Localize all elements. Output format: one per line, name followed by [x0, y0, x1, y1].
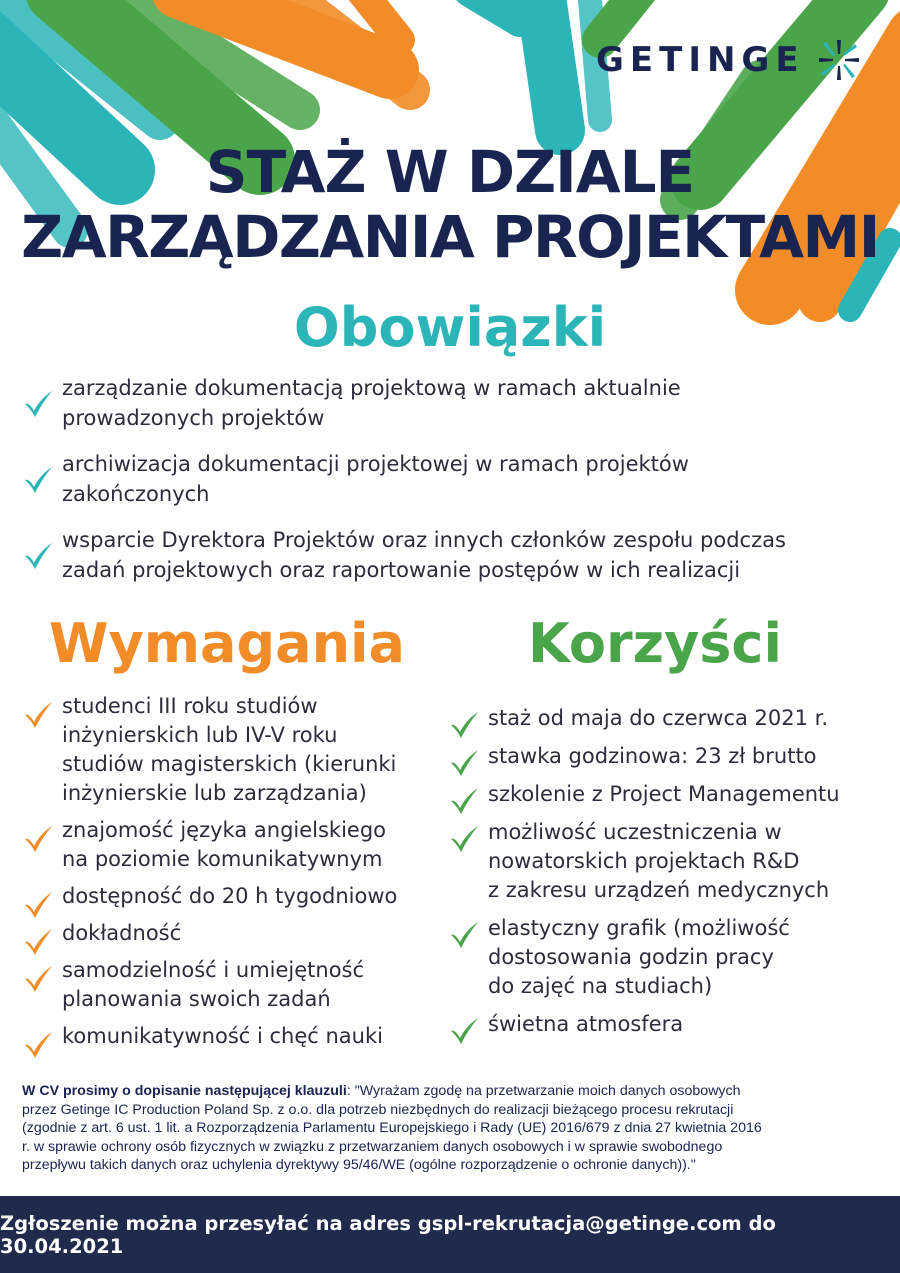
footer-text: Zgłoszenie można przesyłać na adres gspl-rekrutacja@getinge.com do 30.04.2021: [0, 1211, 776, 1258]
orange-check-icon: [22, 822, 54, 854]
green-check-icon: [448, 708, 480, 740]
list-item: archiwizacja dokumentacji projektowej w ramach projektów zakończonych: [22, 449, 882, 509]
list-item: szkolenie z Project Managementu: [448, 780, 888, 809]
list-item: możliwość uczestniczenia w nowatorskich projektach R&D z zakresu urządzeń medycznych: [448, 818, 888, 905]
list-item: studenci III roku studiów inżynierskich lub IV-V roku studiów magisterskich (kierunki inżynierskie lub zarządzania): [22, 692, 437, 808]
list-item: elastyczny grafik (możliwość dostosowania godzin pracy do zajęć na studiach): [448, 914, 888, 1001]
list-item: staż od maja do czerwca 2021 r.: [448, 704, 888, 733]
orange-check-icon: [22, 698, 54, 730]
footer-banner: [0, 1196, 900, 1273]
getinge-star-icon: [817, 38, 861, 82]
orange-check-icon: [22, 962, 54, 994]
green-check-icon: [448, 784, 480, 816]
list-item: komunikatywność i chęć nauki: [22, 1022, 437, 1051]
list-item: zarządzanie dokumentacją projektową w ramach aktualnie prowadzonych projektów: [22, 373, 882, 433]
logo-text: GETINGE: [596, 40, 805, 80]
green-check-icon: [448, 822, 480, 854]
teal-check-icon: [22, 539, 54, 571]
list-item: wsparcie Dyrektora Projektów oraz innych członków zespołu podczas zadań projektowych oraz raportowanie postępów w ich realizacji: [22, 525, 882, 585]
list-item: stawka godzinowa: 23 zł brutto: [448, 742, 888, 771]
teal-check-icon: [22, 387, 54, 419]
page-title: [0, 140, 900, 270]
list-item: dostępność do 20 h tygodniowo: [22, 882, 437, 911]
green-check-icon: [448, 918, 480, 950]
getinge-logo: [596, 38, 861, 82]
title-line-2: ZARZĄDZANIA PROJEKTAMI: [21, 203, 879, 271]
cv-clause: W CV prosimy o dopisanie następującej klauzuli: "Wyrażam zgodę na przetwarzanie moich danych osobowych przez Getinge IC Production Poland Sp. z o.o. dla potrzeb niezbędnych do realizacji bieżącego procesu rekrutacji (zgodnie z art. 6 ust. 1 lit. a Rozporządzenia Parlamentu Europejskiego i Rady (UE) 2016/679 z dnia 27 kwietnia 2016 r. w sprawie ochrony osób fizycznych w związku z przetwarzaniem danych osobowych i w sprawie swobodnego przepływu takich danych oraz uchylenia dyrektywy 95/46/WE (ogólne rozporządzenie o ochronie danych)).": [22, 1083, 762, 1174]
wymagania-list: [22, 692, 437, 1059]
list-item: świetna atmosfera: [448, 1010, 888, 1039]
list-item: dokładność: [22, 919, 437, 948]
obowiazki-list: [22, 373, 882, 601]
title-line-1: STAŻ W DZIALE: [205, 138, 695, 206]
heading-obowiazki: Obowiązki: [293, 296, 607, 359]
list-item: znajomość języka angielskiego na poziomie komunikatywnym: [22, 816, 437, 874]
teal-check-icon: [22, 463, 54, 495]
heading-wymagania: Wymagania: [49, 612, 405, 675]
korzysci-list: [448, 704, 888, 1048]
heading-korzysci: Korzyści: [528, 612, 782, 675]
orange-check-icon: [22, 1028, 54, 1060]
green-check-icon: [448, 1014, 480, 1046]
orange-check-icon: [22, 888, 54, 920]
green-check-icon: [448, 746, 480, 778]
list-item: samodzielność i umiejętność planowania swoich zadań: [22, 956, 437, 1014]
orange-check-icon: [22, 925, 54, 957]
clause-lead: W CV prosimy o dopisanie następującej klauzuli: [22, 1083, 347, 1099]
